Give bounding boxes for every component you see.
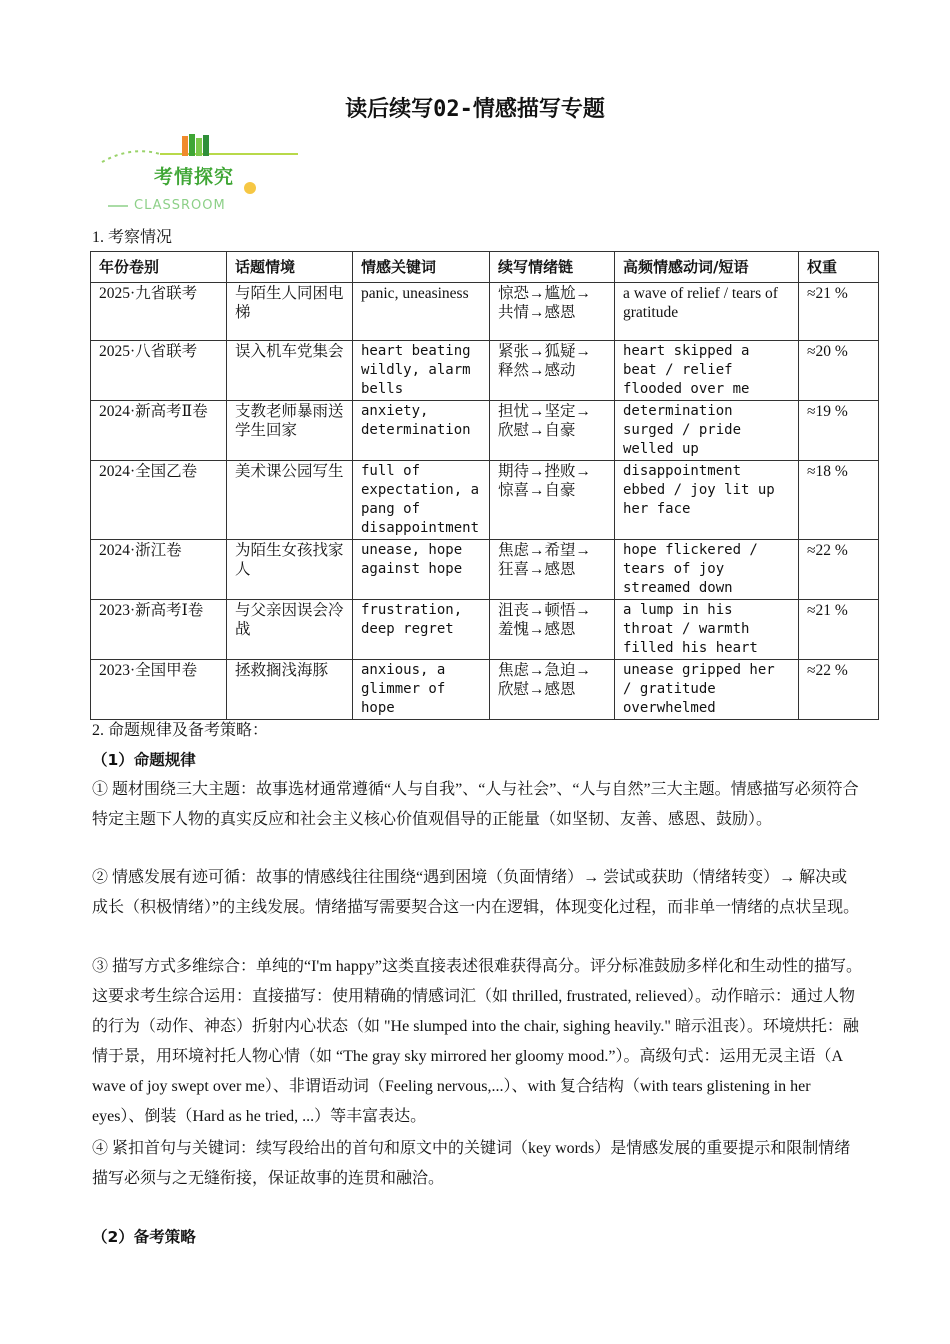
cell-chain: 焦虑→急迫→欣慰→感恩 [490,660,615,720]
cell-topic: 为陌生女孩找家人 [227,540,353,600]
cell-keywords: unease, hope against hope [353,540,490,600]
header-phrases: 高频情感动词/短语 [615,252,799,283]
header-keywords: 情感关键词 [353,252,490,283]
cell-chain: 担忧→坚定→欣慰→自豪 [490,401,615,461]
cell-year: 2023·新高考Ⅰ卷 [91,600,227,660]
cell-phrases: unease gripped her / gratitude overwhelmed [615,660,799,720]
cell-chain: 期待→挫败→惊喜→自豪 [490,461,615,540]
cell-year: 2025·九省联考 [91,283,227,341]
cell-phrases: a wave of relief / tears of gratitude [615,283,799,341]
section2-heading: 2. 命题规律及备考策略： [92,722,269,739]
cell-topic: 支教老师暴雨送学生回家 [227,401,353,461]
cell-keywords: anxious, a glimmer of hope [353,660,490,720]
table-row [91,401,879,461]
cell-chain: 焦虑→希望→狂喜→感恩 [490,540,615,600]
cell-chain: 惊恐→尴尬→共情→感恩 [490,283,615,341]
cell-topic: 与陌生人同困电梯 [227,283,353,341]
badge-subtitle: CLASSROOM [134,198,226,213]
header-chain: 续写情绪链 [490,252,615,283]
cell-year: 2025·八省联考 [91,341,227,401]
table-row [91,660,879,720]
cell-keywords: anxiety, determination [353,401,490,461]
cell-year: 2024·全国乙卷 [91,461,227,540]
cell-weight: ≈21 % [799,283,879,341]
cell-phrases: hope flickered / tears of joy streamed down [615,540,799,600]
section1-heading: 1. 考察情况 [92,229,173,246]
table-row [91,461,879,540]
paragraph-2: ② 情感发展有迹可循：故事的情感线往往围绕“遇到困境（负面情绪）→ 尝试或获助（情绪转变）→ 解决或成长（积极情绪）”的主线发展。情绪描写需要契合这一内在逻辑，体现变化过程，而非单一情绪的点状呈现。 [92,869,860,916]
table-row [91,600,879,660]
subheading-rules: （1）命题规律 [92,751,196,769]
cell-year: 2024·浙江卷 [91,540,227,600]
badge-title: 考情探究 [154,166,235,188]
cell-weight: ≈18 % [799,461,879,540]
cell-topic: 与父亲因误会冷战 [227,600,353,660]
cell-phrases: determination surged / pride welled up [615,401,799,461]
cell-topic: 美术课公园写生 [227,461,353,540]
cell-keywords: full of expectation, a pang of disappointment [353,461,490,540]
table-header-row [91,252,879,283]
cell-keywords: heart beating wildly, alarm bells [353,341,490,401]
table-row [91,283,879,341]
exam-table [90,251,879,720]
cell-phrases: heart skipped a beat / relief flooded over me [615,341,799,401]
cell-keywords: frustration, deep regret [353,600,490,660]
cell-weight: ≈19 % [799,401,879,461]
subheading-strategy: （2）备考策略 [92,1228,196,1246]
cell-topic: 误入机车党集会 [227,341,353,401]
classroom-badge [100,130,310,214]
cell-phrases: a lump in his throat / warmth filled his heart [615,600,799,660]
header-topic: 话题情境 [227,252,353,283]
cell-topic: 拯救搁浅海豚 [227,660,353,720]
page-title: 读后续写02-情感描写专题 [345,97,605,122]
cell-year: 2023·全国甲卷 [91,660,227,720]
cell-chain: 紧张→狐疑→释然→感动 [490,341,615,401]
cell-weight: ≈21 % [799,600,879,660]
cell-chain: 沮丧→顿悟→羞愧→感恩 [490,600,615,660]
paragraph-3: ③ 描写方式多维综合：单纯的“I'm happy”这类直接表述很难获得高分。评分标准鼓励多样化和生动性的描写。这要求考生综合运用：直接描写：使用精确的情感词汇（如 thrilled, frustrated, relieved）。动作暗示：通过人物的行为（动作、神态）折射内心状态（如 "He slumped into the chair, sighing heavily." 暗示沮丧）。环境烘托：融情于景，用环境衬托人物心情（如 “The gray sky mirrored her gloomy mood.”）。高级句式：运用无灵主语（A wave of joy swept over me）、非谓语动词（Feeling nervous,...）、with 复合结构（with tears glistening in her eyes）、倒装（Hard as he tried, ...）等丰富表达。 [92,958,862,1125]
paragraph-4: ④ 紧扣首句与关键词：续写段给出的首句和原文中的关键词（key words）是情感发展的重要提示和限制情绪描写必须与之无缝衔接，保证故事的连贯和融洽。 [92,1140,851,1187]
cell-keywords: panic, uneasiness [353,283,490,341]
table-row [91,540,879,600]
table-row [91,341,879,401]
cell-phrases: disappointment ebbed / joy lit up her face [615,461,799,540]
paragraph-1: ① 题材围绕三大主题：故事选材通常遵循“人与自我”、“人与社会”、“人与自然”三大主题。情感描写必须符合特定主题下人物的真实反应和社会主义核心价值观倡导的正能量（如坚韧、友善、感恩、鼓励）。 [92,781,859,828]
cell-weight: ≈22 % [799,660,879,720]
cell-year: 2024·新高考Ⅱ卷 [91,401,227,461]
header-year: 年份卷别 [91,252,227,283]
cell-weight: ≈20 % [799,341,879,401]
header-weight: 权重 [799,252,879,283]
cell-weight: ≈22 % [799,540,879,600]
